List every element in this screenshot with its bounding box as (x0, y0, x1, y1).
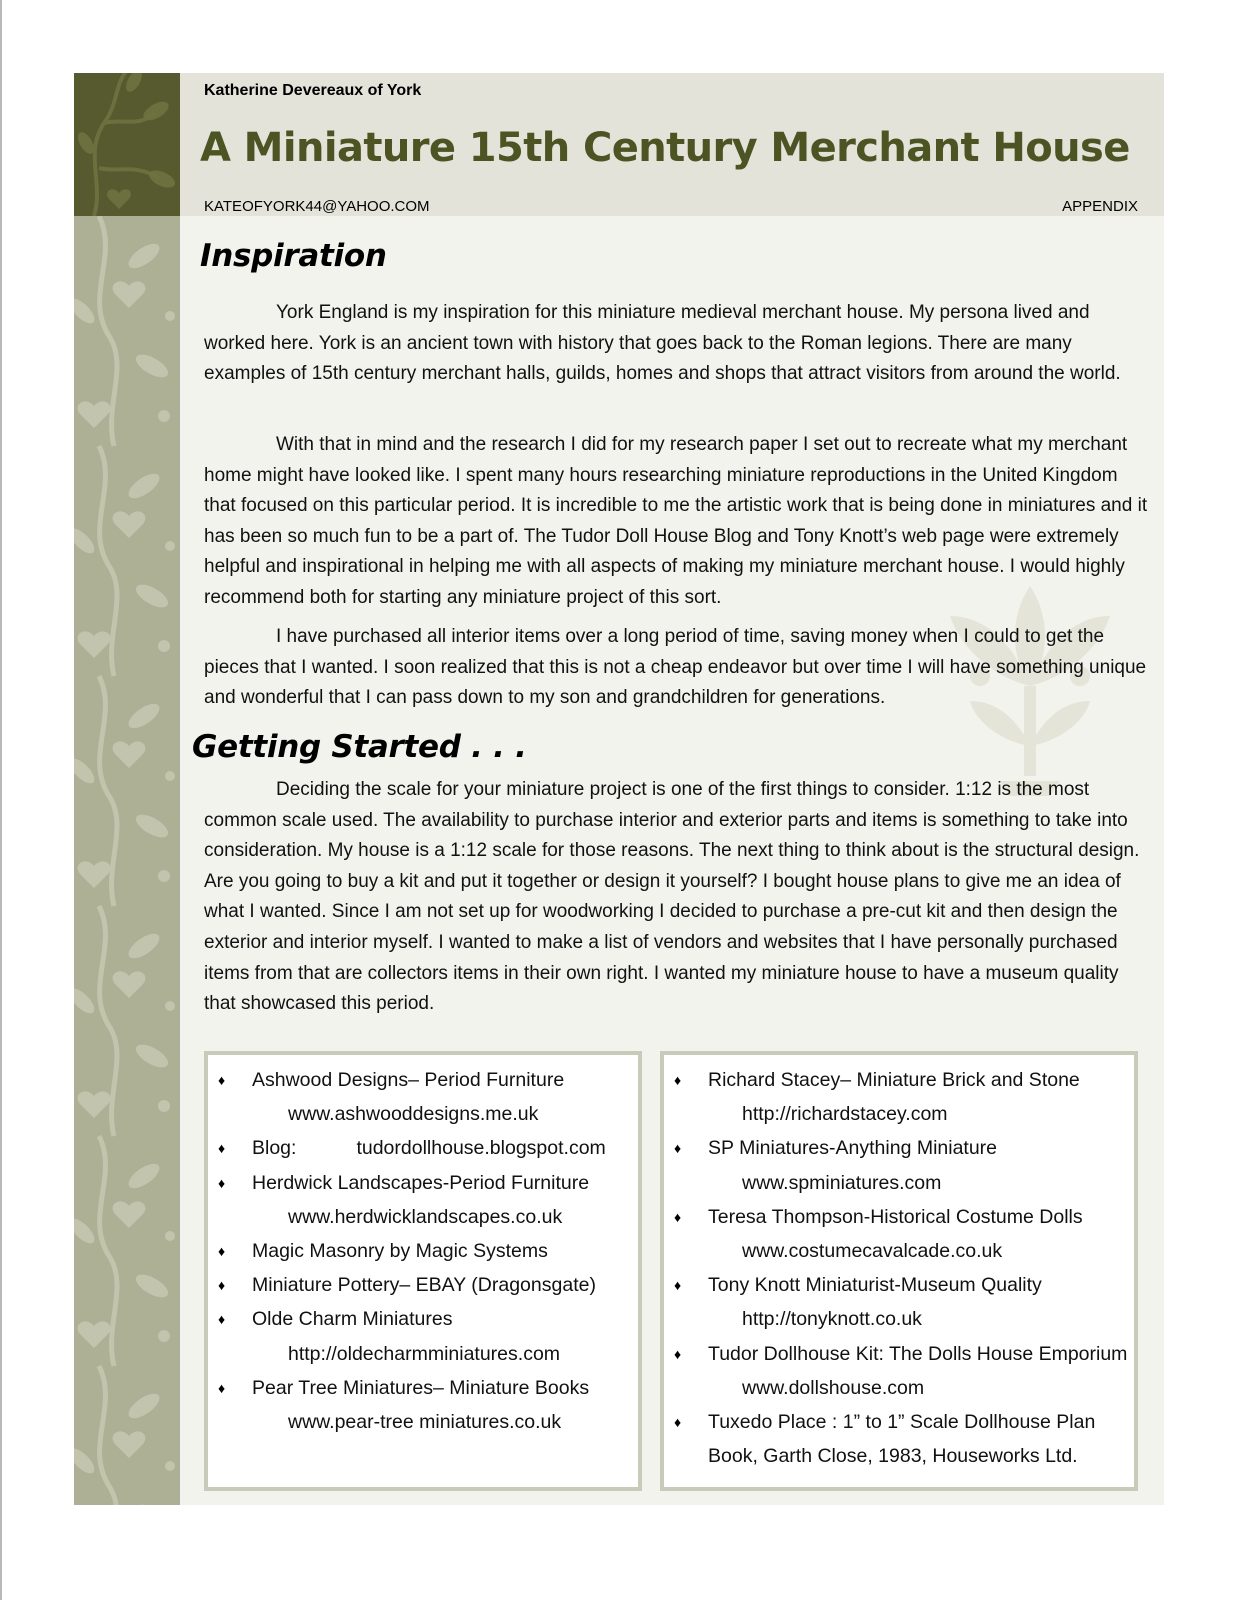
list-item (208, 1268, 638, 1302)
vendor-name: Miniature Pottery– EBAY (Dragonsgate) (252, 1274, 596, 1297)
author-email: KATEOFYORK44@YAHOO.COM (204, 198, 430, 215)
vendor-url[interactable]: http://oldecharmminiatures.com (288, 1342, 561, 1365)
inspiration-paragraph-3: I have purchased all interior items over a long period of time, saving money when I could to get the pieces that I wanted. I soon realized that this is not a cheap endeavor but over time I will have something unique and wonderful that I can pass down to my son and grandchildren for generations. (204, 626, 1147, 709)
vendor-name: Ashwood Designs– Period Furniture (252, 1069, 565, 1091)
diamond-bullet-icon: ♦ (218, 1140, 226, 1157)
author-name: Katherine Devereaux of York (204, 82, 422, 99)
vendor-name-continued: Book, Garth Close, 1983, Houseworks Ltd. (708, 1445, 1078, 1468)
list-item (664, 1405, 1134, 1473)
vendor-url[interactable]: tudordollhouse.blogspot.com (356, 1137, 606, 1160)
getting-started-heading: Getting Started . . . (192, 729, 527, 765)
list-item (664, 1063, 1134, 1131)
list-item (208, 1371, 638, 1439)
vendor-name: Richard Stacey– Miniature Brick and Stone (708, 1069, 1080, 1091)
list-item (208, 1063, 638, 1131)
diamond-bullet-icon: ♦ (674, 1072, 682, 1088)
list-item (208, 1166, 638, 1234)
floral-vine-icon (74, 216, 180, 1505)
diamond-bullet-icon: ♦ (218, 1243, 226, 1260)
vendor-list-right (660, 1051, 1138, 1491)
vendor-name: Herdwick Landscapes-Period Furniture (252, 1171, 590, 1194)
vendor-url[interactable]: www.dollshouse.com (742, 1376, 925, 1399)
diamond-bullet-icon: ♦ (218, 1174, 226, 1191)
main-content (180, 216, 1164, 1505)
diamond-bullet-icon: ♦ (674, 1140, 682, 1157)
vendor-name: SP Miniatures-Anything Miniature (708, 1137, 998, 1160)
inspiration-paragraph-2: With that in mind and the research I did for my research paper I set out to recreate what my merchant home might have looked like. I spent many hours researching miniature reproductions in the United Kingdom that focused on this particular period. It is incredible to me the artistic work that is being done in miniatures and it has been so much fun to be a part of. The Tudor Doll House Blog and Tony Knott’s web page were extremely helpful and inspirational in helping me with all aspects of making my miniature merchant house. I would highly recommend both for starting any miniature project of this sort. (204, 434, 1148, 608)
inspiration-paragraph-1: York England is my inspiration for this miniature medieval merchant house. My persona lived and worked here. York is an ancient town with history that goes back to the Roman legions. There are many examples of 15th century merchant halls, guilds, homes and shops that attract visitors from around the world. (204, 302, 1121, 385)
vendor-name: Pear Tree Miniatures– Miniature Books (252, 1376, 590, 1399)
vendor-name: Blog: (252, 1137, 297, 1160)
vendor-name: Teresa Thompson-Historical Costume Dolls (708, 1205, 1083, 1228)
diamond-bullet-icon: ♦ (218, 1379, 226, 1396)
diamond-bullet-icon: ♦ (218, 1072, 226, 1088)
vendor-name: Tuxedo Place : 1” to 1” Scale Dollhouse Plan (708, 1411, 1096, 1434)
vendor-name: Tony Knott Miniaturist-Museum Quality (708, 1274, 1042, 1297)
list-item (208, 1234, 638, 1268)
sidebar-dark-block (74, 73, 180, 216)
diamond-bullet-icon: ♦ (218, 1311, 226, 1328)
list-item (664, 1200, 1134, 1268)
vendor-list-left (204, 1051, 642, 1491)
diamond-bullet-icon: ♦ (674, 1208, 682, 1225)
getting-started-paragraph: Deciding the scale for your miniature project is one of the first things to consider. 1:12 is the most common scale used. The availability to purchase interior and exterior parts and items is something to take into consideration. My house is a 1:12 scale for those reasons. The next thing to think about is the structural design. Are you going to buy a kit and put it together or design it yourself? I bought house plans to give me an idea of what I wanted. Since I am not set up for woodworking I decided to purchase a pre-cut kit and then design the exterior and interior myself. I wanted to make a list of vendors and websites that I have personally purchased items from that are collectors items in their own right. I wanted my miniature house to have a museum quality that showcased this period. (204, 779, 1140, 1015)
list-item (664, 1268, 1134, 1336)
inspiration-heading: Inspiration (200, 238, 387, 274)
page-title: A Miniature 15th Century Merchant House (200, 125, 1130, 171)
diamond-bullet-icon: ♦ (218, 1277, 226, 1294)
diamond-bullet-icon: ♦ (674, 1345, 682, 1362)
vendor-url[interactable]: www.ashwooddesigns.me.uk (288, 1103, 539, 1126)
diamond-bullet-icon: ♦ (674, 1277, 682, 1294)
vendor-url[interactable]: http://richardstacey.com (742, 1103, 948, 1126)
list-item (664, 1337, 1134, 1405)
list-item (208, 1302, 638, 1370)
sidebar-light-strip (74, 216, 180, 1505)
floral-pattern-icon (74, 73, 180, 216)
vendor-name: Magic Masonry by Magic Systems (252, 1240, 548, 1263)
page-edge (0, 0, 2, 1600)
vendor-url[interactable]: www.pear-tree miniatures.co.uk (288, 1411, 562, 1434)
list-item (208, 1131, 638, 1165)
list-item (664, 1131, 1134, 1199)
diamond-bullet-icon: ♦ (674, 1414, 682, 1431)
vendor-url[interactable]: www.spminiatures.com (742, 1171, 942, 1194)
vendor-url[interactable]: www.costumecavalcade.co.uk (742, 1240, 1003, 1263)
vendor-url[interactable]: http://tonyknott.co.uk (742, 1308, 922, 1331)
header-banner (180, 73, 1164, 216)
vendor-name: Olde Charm Miniatures (252, 1308, 453, 1331)
vendor-url[interactable]: www.herdwicklandscapes.co.uk (288, 1205, 563, 1228)
section-label: APPENDIX (1062, 198, 1138, 215)
vendor-name: Tudor Dollhouse Kit: The Dolls House Emporium (708, 1342, 1128, 1365)
